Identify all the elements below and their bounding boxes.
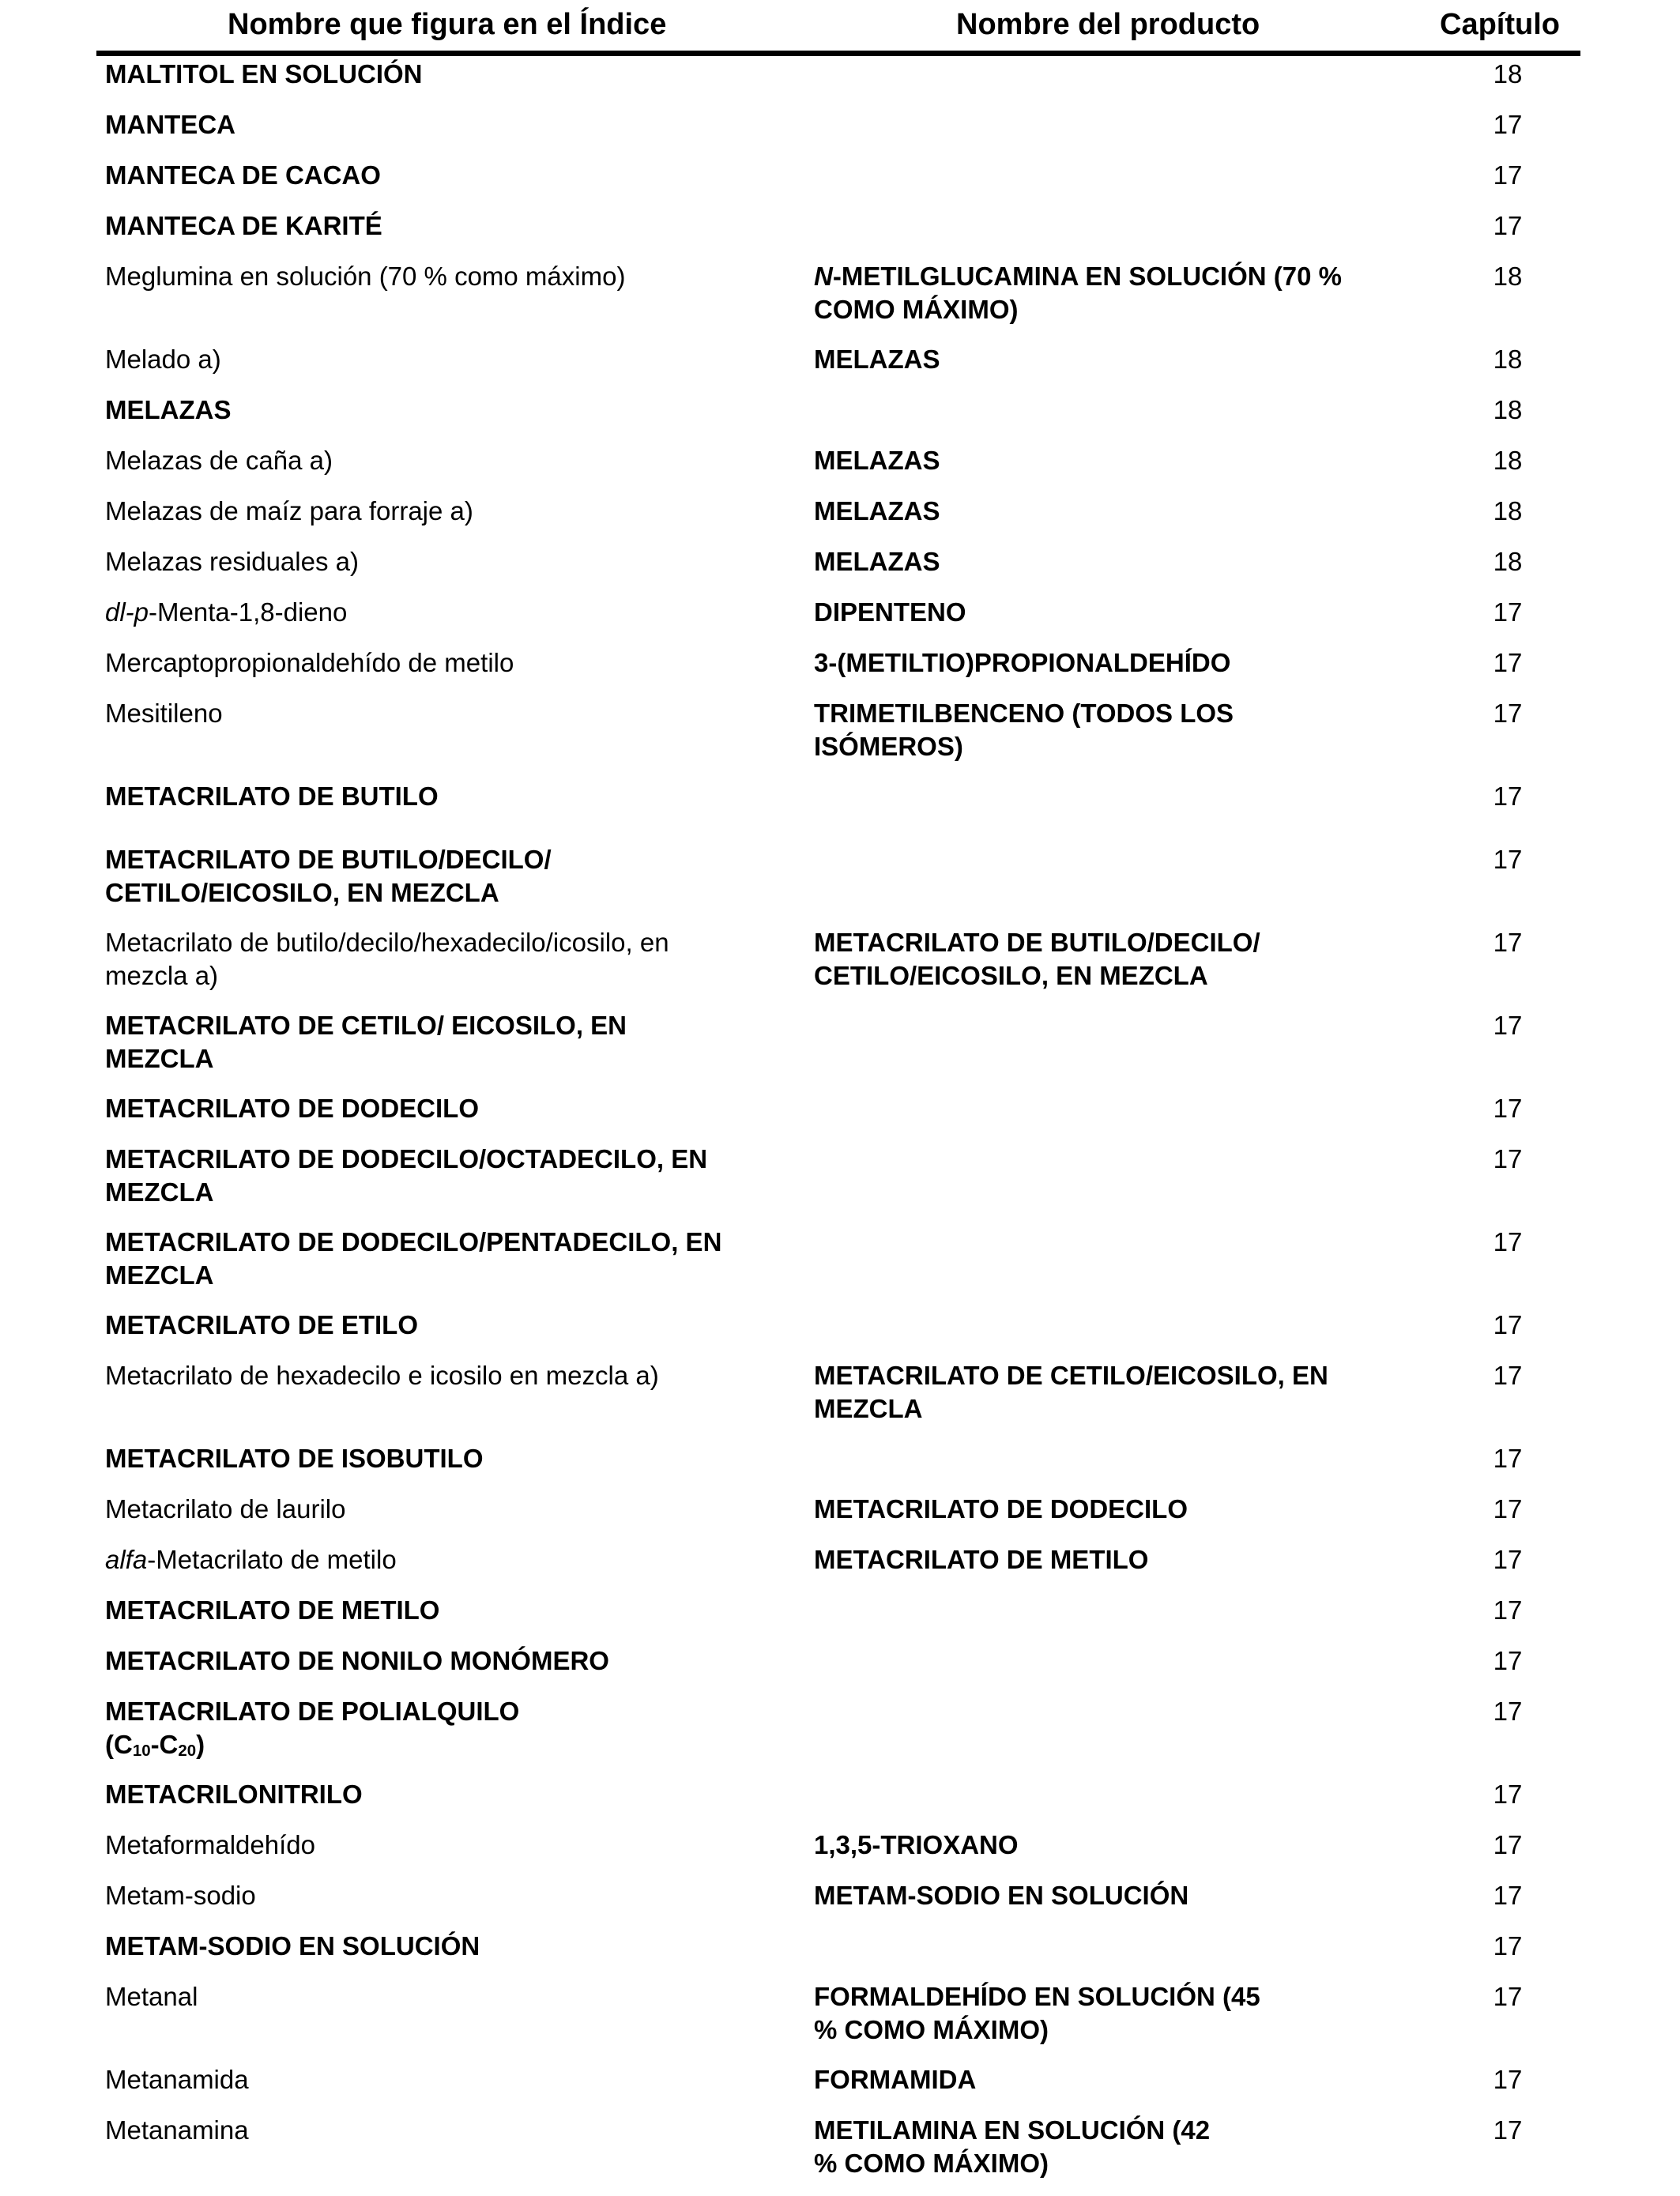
index-name: Metaformaldehído (105, 1830, 315, 1859)
index-name: alfa-Metacrilato de metilo (105, 1545, 397, 1574)
table-row (0, 1694, 1680, 1777)
table-row (0, 1979, 1680, 2062)
index-name: METACRILONITRILO (105, 1780, 363, 1809)
table-row (0, 925, 1680, 1008)
table-row (0, 2062, 1680, 2113)
chapter: 17 (1493, 1780, 1523, 1809)
index-name: METACRILATO DE ETILO (105, 1310, 418, 1339)
index-name: METAM-SODIO EN SOLUCIÓN (105, 1931, 480, 1961)
table-row (0, 1358, 1680, 1441)
chapter: 17 (1493, 1545, 1523, 1574)
chapter: 17 (1493, 1227, 1523, 1256)
table-row (0, 259, 1680, 342)
chapter: 18 (1493, 496, 1523, 525)
chapter: 17 (1493, 1595, 1523, 1625)
table-row (0, 2113, 1680, 2196)
chapter: 17 (1493, 845, 1523, 874)
table-row (0, 595, 1680, 646)
index-name: Mesitileno (105, 699, 223, 728)
table-row (0, 342, 1680, 393)
table-row (0, 1142, 1680, 1225)
index-name: METACRILATO DE DODECILO/OCTADECILO, EN MEZCLA (105, 1144, 708, 1207)
table-row (0, 1878, 1680, 1929)
header-index-name: Nombre que figura en el Índice (228, 8, 667, 41)
table-row (0, 209, 1680, 259)
chapter: 18 (1493, 262, 1523, 291)
product-name: DIPENTENO (814, 597, 966, 627)
chapter: 17 (1493, 782, 1523, 811)
chapter: 17 (1493, 1646, 1523, 1675)
index-name: MANTECA DE KARITÉ (105, 211, 382, 240)
index-name: METACRILATO DE BUTILO/DECILO/ CETILO/EICOSILO, EN MEZCLA (105, 845, 552, 907)
header-chapter: Capítulo (1440, 8, 1560, 41)
product-name: METACRILATO DE DODECILO (814, 1494, 1188, 1524)
table-row (0, 842, 1680, 925)
index-name: Metam-sodio (105, 1881, 256, 1910)
table-row (0, 696, 1680, 779)
index-name: METACRILATO DE BUTILO (105, 782, 439, 811)
product-name: TRIMETILBENCENO (TODOS LOS ISÓMEROS) (814, 699, 1234, 761)
chapter: 17 (1493, 1494, 1523, 1524)
product-name: MELAZAS (814, 446, 940, 475)
index-name: Mercaptopropionaldehído de metilo (105, 648, 514, 677)
index-name: Metacrilato de laurilo (105, 1494, 346, 1524)
chapter: 17 (1493, 928, 1523, 957)
index-name: Metanamida (105, 2065, 249, 2094)
chapter: 17 (1493, 160, 1523, 190)
product-name: FORMALDEHÍDO EN SOLUCIÓN (45 % COMO MÁXIMO) (814, 1982, 1260, 2044)
index-name: METACRILATO DE DODECILO/PENTADECILO, EN MEZCLA (105, 1227, 722, 1290)
product-name: 1,3,5-TRIOXANO (814, 1830, 1019, 1859)
table-row (0, 443, 1680, 494)
product-name: MELAZAS (814, 496, 940, 525)
chapter: 17 (1493, 2115, 1523, 2145)
chapter: 17 (1493, 1931, 1523, 1961)
chapter: 17 (1493, 1011, 1523, 1040)
table-row (0, 57, 1680, 107)
index-name: dl-p-Menta-1,8-dieno (105, 597, 348, 627)
index-name: METACRILATO DE METILO (105, 1595, 440, 1625)
index-name: MANTECA (105, 110, 235, 139)
chapter: 17 (1493, 648, 1523, 677)
chapter: 17 (1493, 1361, 1523, 1390)
chapter: 17 (1493, 699, 1523, 728)
index-name: METACRILATO DE DODECILO (105, 1094, 479, 1123)
index-name: MANTECA DE CACAO (105, 160, 381, 190)
index-name: Meglumina en solución (70 % como máximo) (105, 262, 626, 291)
header-rule (96, 51, 1580, 56)
product-name: FORMAMIDA (814, 2065, 977, 2094)
index-name: Metanal (105, 1982, 198, 2011)
table-row (0, 1542, 1680, 1593)
table-row (0, 1308, 1680, 1358)
table-row (0, 779, 1680, 842)
index-name: METACRILATO DE NONILO MONÓMERO (105, 1646, 609, 1675)
index-name: Metanamina (105, 2115, 249, 2145)
table-row (0, 1644, 1680, 1694)
index-name: Melazas de caña a) (105, 446, 333, 475)
chapter: 17 (1493, 597, 1523, 627)
table-row (0, 1008, 1680, 1091)
table-row (0, 1492, 1680, 1542)
table-row (0, 158, 1680, 209)
product-name: 3-(METILTIO)PROPIONALDEHÍDO (814, 648, 1231, 677)
product-name: MELAZAS (814, 345, 940, 374)
index-name: Metacrilato de butilo/decilo/hexadecilo/icosilo, en mezcla a) (105, 928, 669, 990)
chapter: 17 (1493, 2065, 1523, 2094)
chapter: 17 (1493, 1830, 1523, 1859)
chapter: 17 (1493, 211, 1523, 240)
index-name: METACRILATO DE POLIALQUILO $(C_{10}-C_{20})$ (105, 1697, 520, 1761)
table-row (0, 646, 1680, 696)
chapter: 17 (1493, 110, 1523, 139)
table-row (0, 1828, 1680, 1878)
index-table (0, 57, 1680, 2196)
table-row (0, 1441, 1680, 1492)
chapter: 17 (1493, 1144, 1523, 1173)
table-row (0, 107, 1680, 158)
product-name: METACRILATO DE BUTILO/DECILO/ CETILO/EICOSILO, EN MEZCLA (814, 928, 1260, 990)
product-name: METILAMINA EN SOLUCIÓN (42 % COMO MÁXIMO) (814, 2115, 1211, 2178)
table-row (0, 393, 1680, 443)
chapter: 17 (1493, 1881, 1523, 1910)
chapter: 17 (1493, 1697, 1523, 1726)
table-row (0, 544, 1680, 595)
index-name: Melazas de maíz para forraje a) (105, 496, 473, 525)
chapter: 18 (1493, 345, 1523, 374)
product-name: N-METILGLUCAMINA EN SOLUCIÓN (70 % COMO MÁXIMO) (814, 262, 1342, 324)
chapter: 18 (1493, 547, 1523, 576)
table-row (0, 1593, 1680, 1644)
chapter: 18 (1493, 59, 1523, 89)
product-name: METACRILATO DE CETILO/EICOSILO, EN MEZCLA (814, 1361, 1328, 1423)
index-name: Melazas residuales a) (105, 547, 359, 576)
chapter: 18 (1493, 395, 1523, 424)
chapter: 18 (1493, 446, 1523, 475)
product-name: METACRILATO DE METILO (814, 1545, 1149, 1574)
index-name: METACRILATO DE CETILO/ EICOSILO, EN MEZCLA (105, 1011, 627, 1073)
header-product-name: Nombre del producto (956, 8, 1260, 41)
index-name: MALTITOL EN SOLUCIÓN (105, 59, 423, 89)
table-row (0, 1225, 1680, 1308)
index-name: METACRILATO DE ISOBUTILO (105, 1444, 484, 1473)
chapter: 17 (1493, 1982, 1523, 2011)
index-name: Metacrilato de hexadecilo e icosilo en mezcla a) (105, 1361, 659, 1390)
product-name: MELAZAS (814, 547, 940, 576)
chapter: 17 (1493, 1310, 1523, 1339)
table-row (0, 494, 1680, 544)
table-row (0, 1091, 1680, 1142)
table-row (0, 1777, 1680, 1828)
index-name: MELAZAS (105, 395, 232, 424)
chapter: 17 (1493, 1444, 1523, 1473)
table-row (0, 1929, 1680, 1979)
product-name: METAM-SODIO EN SOLUCIÓN (814, 1881, 1189, 1910)
chapter: 17 (1493, 1094, 1523, 1123)
index-name: Melado a) (105, 345, 221, 374)
